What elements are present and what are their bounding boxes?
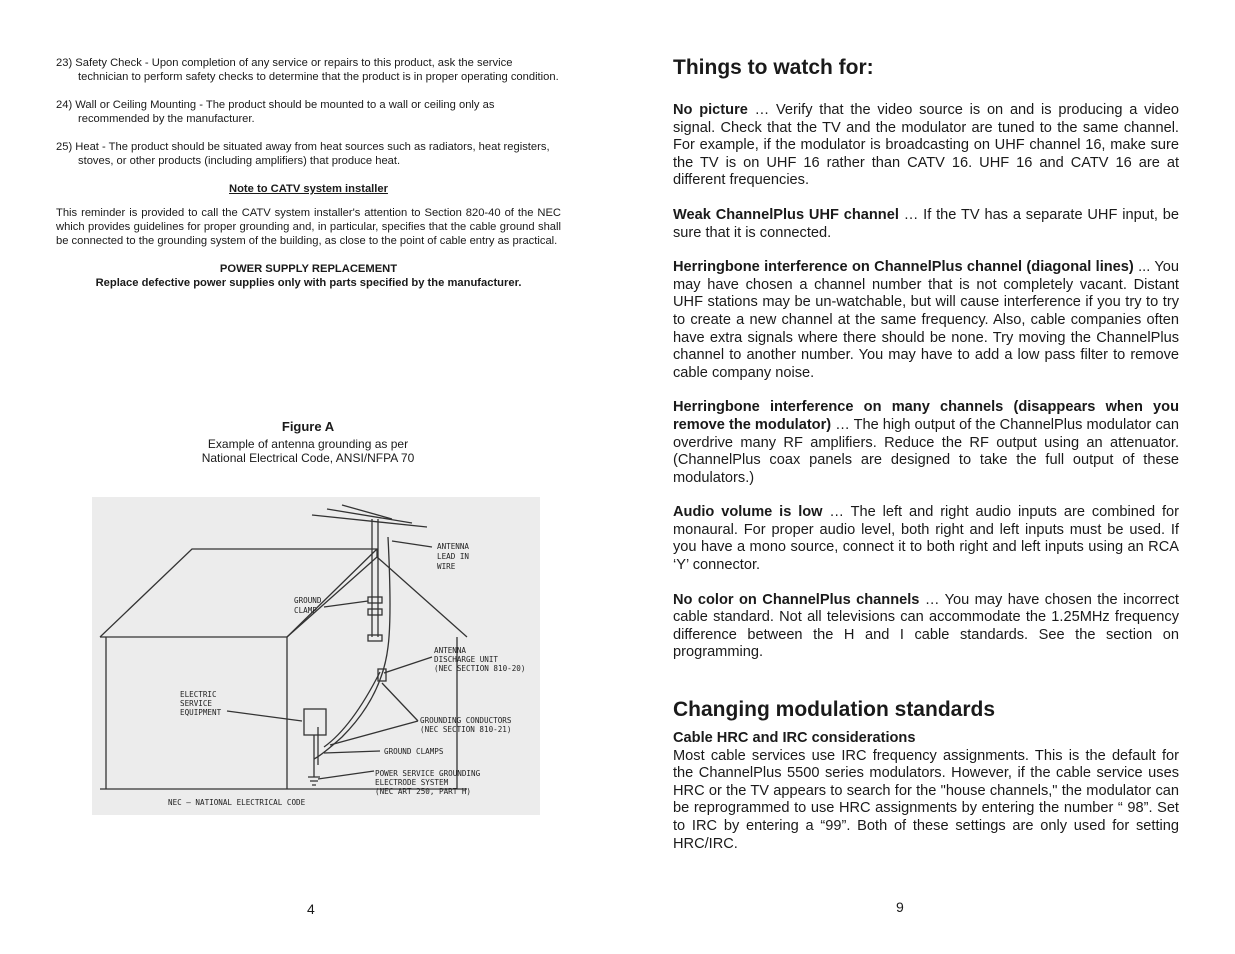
label-electric-3: EQUIPMENT <box>180 708 222 717</box>
left-page-text <box>56 56 561 290</box>
heading-things-to-watch: Things to watch for: <box>673 56 874 79</box>
section-lead: No picture <box>673 102 748 118</box>
section-no-color <box>673 592 1179 662</box>
label-power-1: POWER SERVICE GROUNDING <box>375 769 481 778</box>
antenna-grounding-diagram <box>92 497 540 815</box>
section-lead: No color on ChannelPlus channels <box>673 591 920 608</box>
page-number-left: 4 <box>307 901 315 917</box>
figure-caption <box>160 420 456 465</box>
section-no-picture <box>673 102 1179 190</box>
label-ground-clamp-2: CLAMP <box>294 606 317 615</box>
section-text: … If the TV has a separate UHF input, be sure that it is connected. <box>673 206 1179 241</box>
psr-text: Replace defective power supplies only with parts specified by the manufacturer. <box>95 277 522 289</box>
safety-item-24 <box>56 98 561 126</box>
subheading-hrc-irc: Cable HRC and IRC considerations <box>673 730 916 747</box>
section-herringbone-channel <box>673 259 1179 382</box>
section-lead: Audio volume is low <box>673 504 823 521</box>
item-number: 23) <box>56 57 73 69</box>
final-paragraph: Most cable services use IRC frequency assignments. This is the default for the ChannelPlus 5500 series modulators. However, if the cable service uses HRC or the TV appears to search for the "house channels," the modulator can be reprogrammed to use HRC assignments by entering the number “ 98”. Set to IRC by entering a “99”. Both of these settings are only used for setting HRC/IRC. <box>673 747 1179 852</box>
label-antenna-lead-2: LEAD IN <box>437 552 470 561</box>
label-power-2: ELECTRODE SYSTEM <box>375 778 449 787</box>
item-text: Wall or Ceiling Mounting - The product should be mounted to a wall or ceiling only as recommended by the manufacturer. <box>75 99 495 125</box>
label-conductors-1: GROUNDING CONDUCTORS <box>420 716 512 725</box>
right-page-text <box>673 56 1179 870</box>
figure-title: Figure A <box>281 419 335 434</box>
section-audio-low <box>673 504 1179 574</box>
section-weak-uhf <box>673 207 1179 242</box>
section-text: … The high output of the ChannelPlus modulator can overdrive many RF amplifiers. Reduce the RF output using an attenuator. (ChannelPlus coax panels are designed to take the full output of these modulators.) <box>673 416 1179 486</box>
figure-caption-line-2: National Electrical Code, ANSI/NFPA 70 <box>201 451 415 465</box>
label-power-3: (NEC ART 250, PART H) <box>375 787 472 796</box>
label-discharge-3: (NEC SECTION 810-20) <box>434 664 526 673</box>
section-text: … You may have chosen the incorrect cable standard. Not all televisions can accommodate the 1.25MHz frequency difference between the H and I cable standards. See the section on programming. <box>673 591 1179 661</box>
safety-item-25 <box>56 140 561 168</box>
label-electric-1: ELECTRIC <box>180 690 217 699</box>
heading-changing-standards: Changing modulation standards <box>673 698 996 722</box>
safety-item-23 <box>56 56 561 84</box>
label-antenna-lead-3: WIRE <box>437 562 456 571</box>
item-number: 25) <box>56 141 73 153</box>
page-number-right: 9 <box>896 899 904 915</box>
item-text: Heat - The product should be situated away from heat sources such as radiators, heat registers, stoves, or other products (including amplifiers) that produce heat. <box>75 141 550 167</box>
note-text: This reminder is provided to call the CATV system installer's attention to Section 820-40 of the NEC which provides guidelines for proper grounding and, in particular, specifies that the cable ground shall be connected to the grounding system of the building, as close to the point of cable entry as practical. <box>56 207 561 247</box>
label-discharge-2: DISCHARGE UNIT <box>434 655 499 664</box>
item-number: 24) <box>56 99 73 111</box>
section-herringbone-many <box>673 399 1179 487</box>
section-lead: Herringbone interference on ChannelPlus channel (diagonal lines) <box>673 259 1134 276</box>
section-lead: Herringbone interference on many channels (disappears when you remove the modulator) <box>673 399 1179 433</box>
figure-caption-line-1: Example of antenna grounding as per <box>207 437 409 451</box>
note-title: Note to CATV system installer <box>229 183 388 195</box>
label-conductors-2: (NEC SECTION 810-21) <box>420 725 512 734</box>
section-text: ... You may have chosen a channel number that is not completely vacant. Distant UHF stations may be un-watchable, but will cause interference if you try to try to create a new channel at the same frequency. Also, cable companies often have extra signals where there should be none. Try moving the ChannelPlus channel to another number. You may have to add a low pass filter to remove cable company noise. <box>673 259 1179 381</box>
label-electric-2: SERVICE <box>180 699 213 708</box>
label-nec: NEC – NATIONAL ELECTRICAL CODE <box>168 798 306 807</box>
label-clamps: GROUND CLAMPS <box>384 747 444 756</box>
label-antenna-lead-1: ANTENNA <box>437 542 470 551</box>
psr-title: POWER SUPPLY REPLACEMENT <box>219 263 398 275</box>
section-text: … The left and right audio inputs are combined for monaural. For proper audio level, both right and left inputs must be used. If you have a mono source, connect it to both right and left inputs using an RCA ‘Y’ connector. <box>673 504 1180 574</box>
section-text: … Verify that the video source is on and is producing a video signal. Check that the TV and the modulator are tuned to the same channel. For example, if the modulator is broadcasting on UHF channel 16, make sure the TV is on UHF 16 rather than CATV 16. UHF 16 and CATV 16 are at different frequencies. <box>673 102 1179 189</box>
label-discharge-1: ANTENNA <box>434 646 467 655</box>
item-text: Safety Check - Upon completion of any service or repairs to this product, ask the service technician to perform safety checks to determine that the product is in proper operating condition. <box>75 57 559 83</box>
label-ground-clamp-1: GROUND <box>294 596 322 605</box>
section-lead: Weak ChannelPlus UHF channel <box>673 206 899 223</box>
